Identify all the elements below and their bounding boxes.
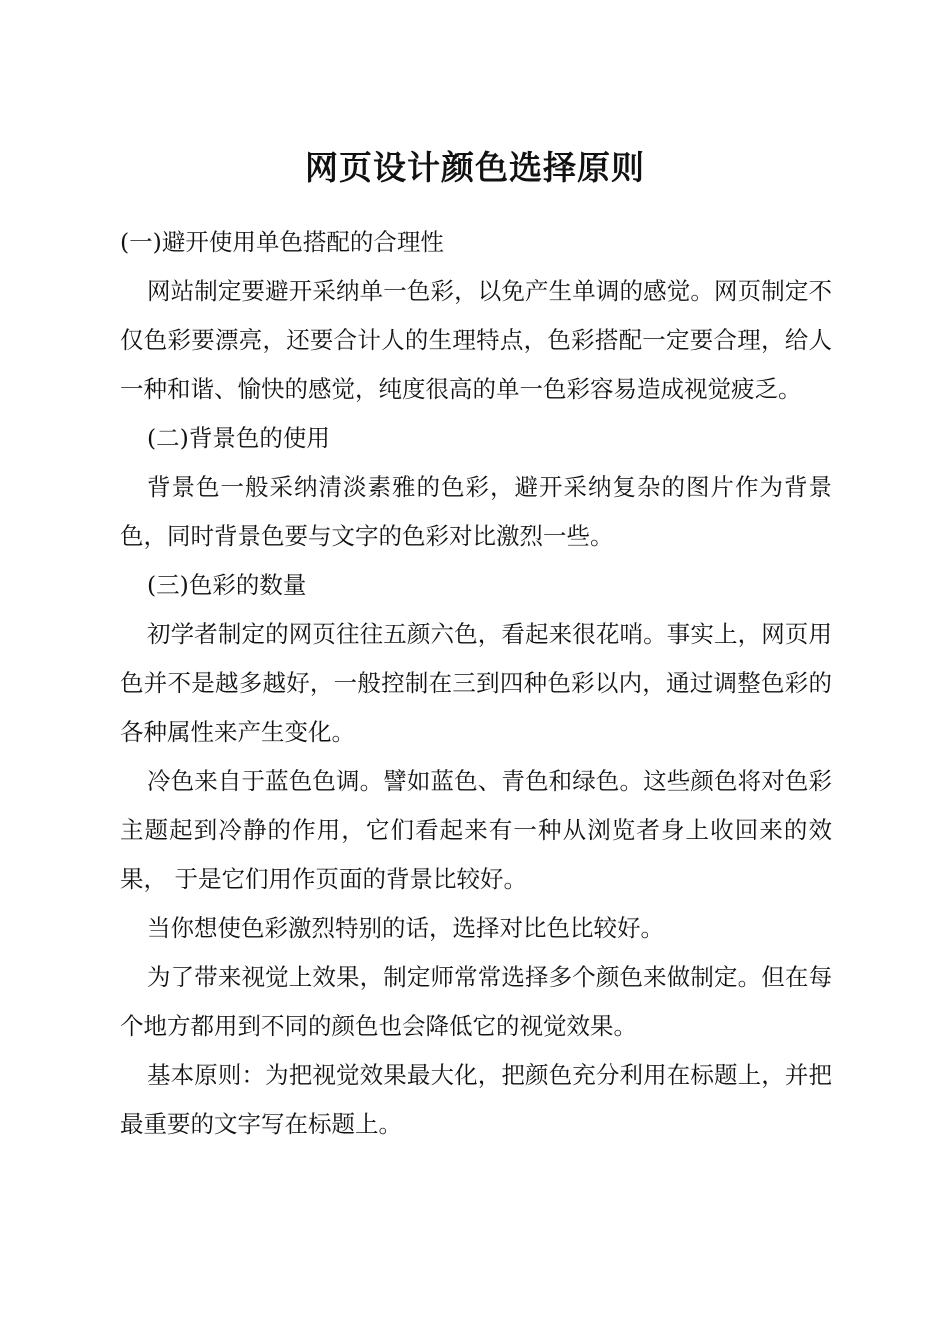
document-body — [120, 218, 832, 1149]
section-heading-1: (一)避开使用单色搭配的合理性 — [120, 228, 444, 256]
section-3-paragraph-5: 基本原则：为把视觉效果最大化，把颜色充分利用在标题上，并把最重要的文字写在标题上。 — [120, 1061, 832, 1138]
section-3-paragraph-2: 冷色来自于蓝色色调。譬如蓝色、青色和绿色。这些颜色将对色彩 主题起到冷静的作用，它们看起来有一种从浏览者身上收回来的效果， 于是它们用作页面的背景比较好。 — [120, 767, 832, 893]
section-1-paragraph-1: 网站制定要避开采纳单一色彩，以免产生单调的感觉。网页制定不仅色彩要漂亮，还要合计人的生理特点，色彩搭配一定要合理，给人一种和谐、愉快的感觉，纯度很高的单一色彩容易造成视觉疲乏。 — [120, 277, 832, 403]
section-heading-2: (二)背景色的使用 — [147, 424, 330, 452]
document-title: 网页设计颜色选择原则 — [305, 148, 645, 187]
section-heading-3: (三)色彩的数量 — [147, 571, 307, 599]
section-3-paragraph-3: 当你想使色彩激烈特别的话，选择对比色比较好。 — [147, 914, 664, 942]
section-3-paragraph-4: 为了带来视觉上效果，制定师常常选择多个颜色来做制定。但在每个地方都用到不同的颜色也会降低它的视觉效果。 — [120, 963, 832, 1040]
section-2-paragraph-1: 背景色一般采纳清淡素雅的色彩，避开采纳复杂的图片作为背景色，同时背景色要与文字的色彩对比激烈一些。 — [120, 473, 832, 550]
section-3-paragraph-1: 初学者制定的网页往往五颜六色，看起来很花哨。事实上，网页用色并不是越多越好，一般控制在三到四种色彩以内，通过调整色彩的各种属性来产生变化。 — [120, 620, 832, 746]
